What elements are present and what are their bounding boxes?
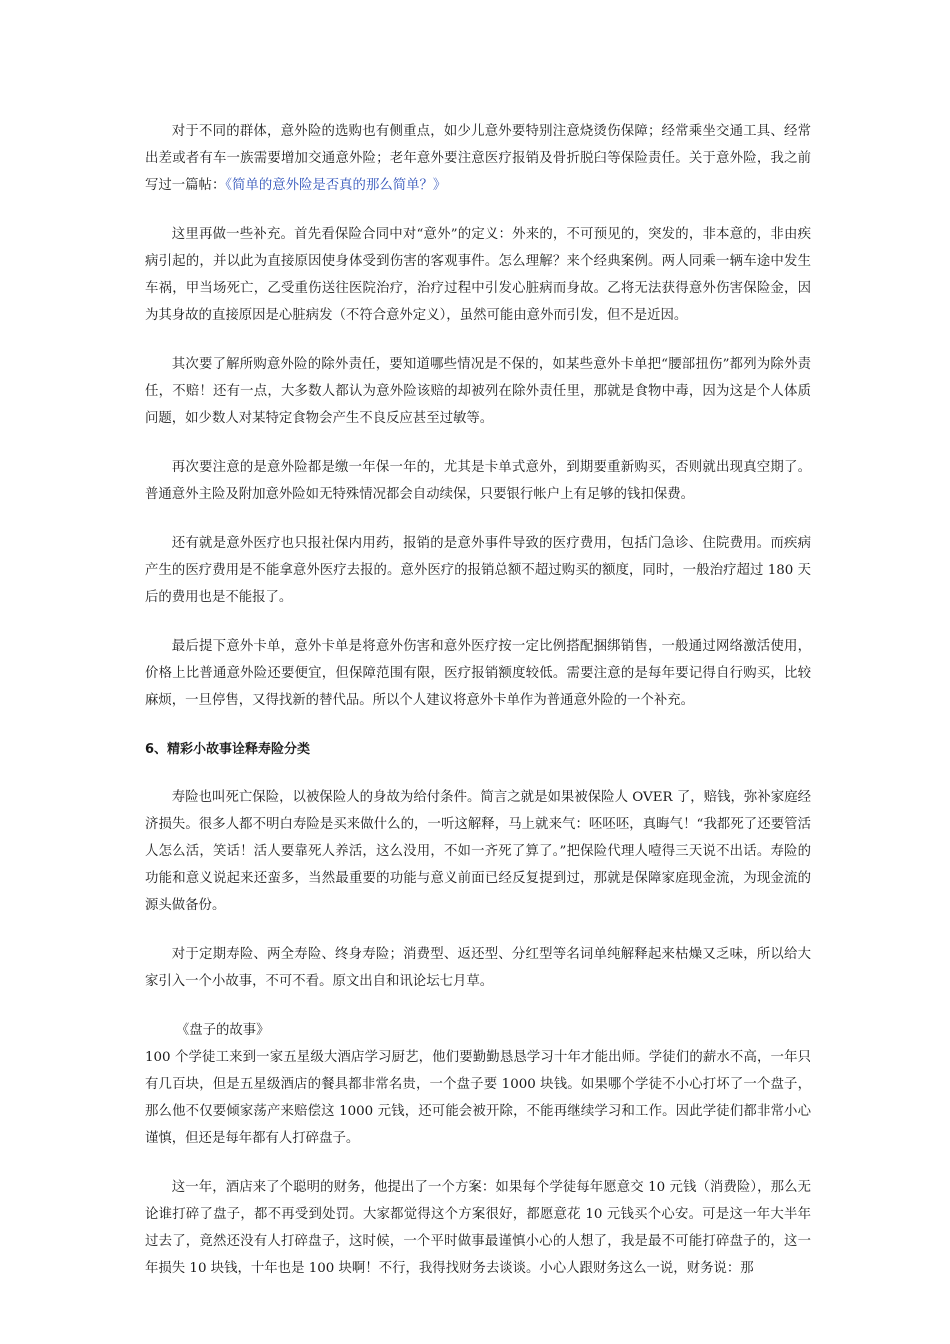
paragraph-story-intro: 100 个学徒工来到一家五星级大酒店学习厨艺，他们要勤勤恳恳学习十年才能出师。学徒们的薪水不高，一年只有几百块，但是五星级酒店的餐具都非常名贵，一个盘子要 1000 块钱。如果哪个学徒不小心打坏了一个盘子，那么他不仅要倾家荡产来赔偿这 1000 元钱，还可能会被开除，不能再继续学习和工作。因此学徒们都非常小心谨慎，但还是每年都有人打碎盘子。 <box>145 1050 811 1146</box>
paragraph-accident-groups <box>145 118 811 199</box>
article-link[interactable]: 《简单的意外险是否真的那么简单？》 <box>225 178 447 193</box>
paragraph-life-insurance: 寿险也叫死亡保险，以被保险人的身故为给付条件。简言之就是如果被保险人 OVER 了，赔钱，弥补家庭经济损失。很多人都不明白寿险是买来做什么的，一听这解释，马上就来气：呸呸呸，真晦气！“我都死了还要管活人怎么活，笑话！活人要靠死人养活，这么没用，不如一齐死了算了。”把保险代理人噎得三天说不出话。寿险的功能和意义说起来还蛮多，当然最重要的功能与意义前面已经反复提到过，那就是保障家庭现金流，为现金流的源头做备份。 <box>145 790 811 913</box>
paragraph-medical: 还有就是意外医疗也只报社保内用药，报销的是意外事件导致的医疗费用，包括门急诊、住院费用。而疾病产生的医疗费用是不能拿意外医疗去报的。意外医疗的报销总额不超过购买的额度，同时，一般治疗超过 180 天后的费用也是不能报了。 <box>145 536 811 605</box>
paragraph-renewal: 再次要注意的是意外险都是缴一年保一年的，尤其是卡单式意外，到期要重新购买，否则就出现真空期了。普通意外主险及附加意外险如无特殊情况都会自动续保，只要银行帐户上有足够的钱扣保费。 <box>145 460 811 502</box>
paragraph-story-continued: 这一年，酒店来了个聪明的财务，他提出了一个方案：如果每个学徒每年愿意交 10 元钱（消费险），那么无论谁打碎了盘子，都不再受到处罚。大家都觉得这个方案很好，都愿意花 10 元钱买个心安。可是这一年大半年过去了，竟然还没有人打碎盘子，这时候，一个平时做事最谨慎小心的人想了，我是最不可能打碎盘子的，这一年损失 10 块钱，十年也是 100 块啊！不行，我得找财务去谈谈。小心人跟财务这么一说，财务说：那 <box>145 1180 811 1276</box>
paragraph-text: 对于不同的群体，意外险的选购也有侧重点，如少儿意外要特别注意烧烫伤保障；经常乘坐交通工具、经常出差或者有车一族需要增加交通意外险；老年意外要注意医疗报销及骨折脱臼等保险责任。关于意外险，我之前写过一篇帖： <box>145 124 811 193</box>
paragraph-exclusions: 其次要了解所购意外险的除外责任，要知道哪些情况是不保的，如某些意外卡单把“腰部扭伤”都列为除外责任，不赔！还有一点，大多数人都认为意外险该赔的却被列在除外责任里，那就是食物中毒，因为这是个人体质问题，如少数人对某特定食物会产生不良反应甚至过敏等。 <box>145 357 811 426</box>
document-page <box>145 118 811 1304</box>
paragraph-term-types: 对于定期寿险、两全寿险、终身寿险；消费型、返还型、分红型等名词单纯解释起来枯燥又乏味，所以给大家引入一个小故事，不可不看。原文出自和讯论坛七月草。 <box>145 947 811 989</box>
paragraph-accident-card: 最后提下意外卡单，意外卡单是将意外伤害和意外医疗按一定比例搭配捆绑销售，一般通过网络激活使用，价格上比普通意外险还要便宜，但保障范围有限，医疗报销额度较低。需要注意的是每年要记得自行购买，比较麻烦，一旦停售，又得找新的替代品。所以个人建议将意外卡单作为普通意外险的一个补充。 <box>145 639 811 708</box>
paragraph-accident-definition: 这里再做一些补充。首先看保险合同中对“意外”的定义：外来的，不可预见的，突发的，非本意的，非由疾病引起的，并以此为直接原因使身体受到伤害的客观事件。怎么理解？来个经典案例。两人同乘一辆车途中发生车祸，甲当场死亡，乙受重伤送往医院治疗，治疗过程中引发心脏病而身故。乙将无法获得意外伤害保险金，因为其身故的直接原因是心脏病发（不符合意外定义），虽然可能由意外而引发，但不是近因。 <box>145 227 811 323</box>
story-title: 《盘子的故事》 <box>175 1023 270 1038</box>
section-heading: 6、精彩小故事诠释寿险分类 <box>145 742 311 757</box>
